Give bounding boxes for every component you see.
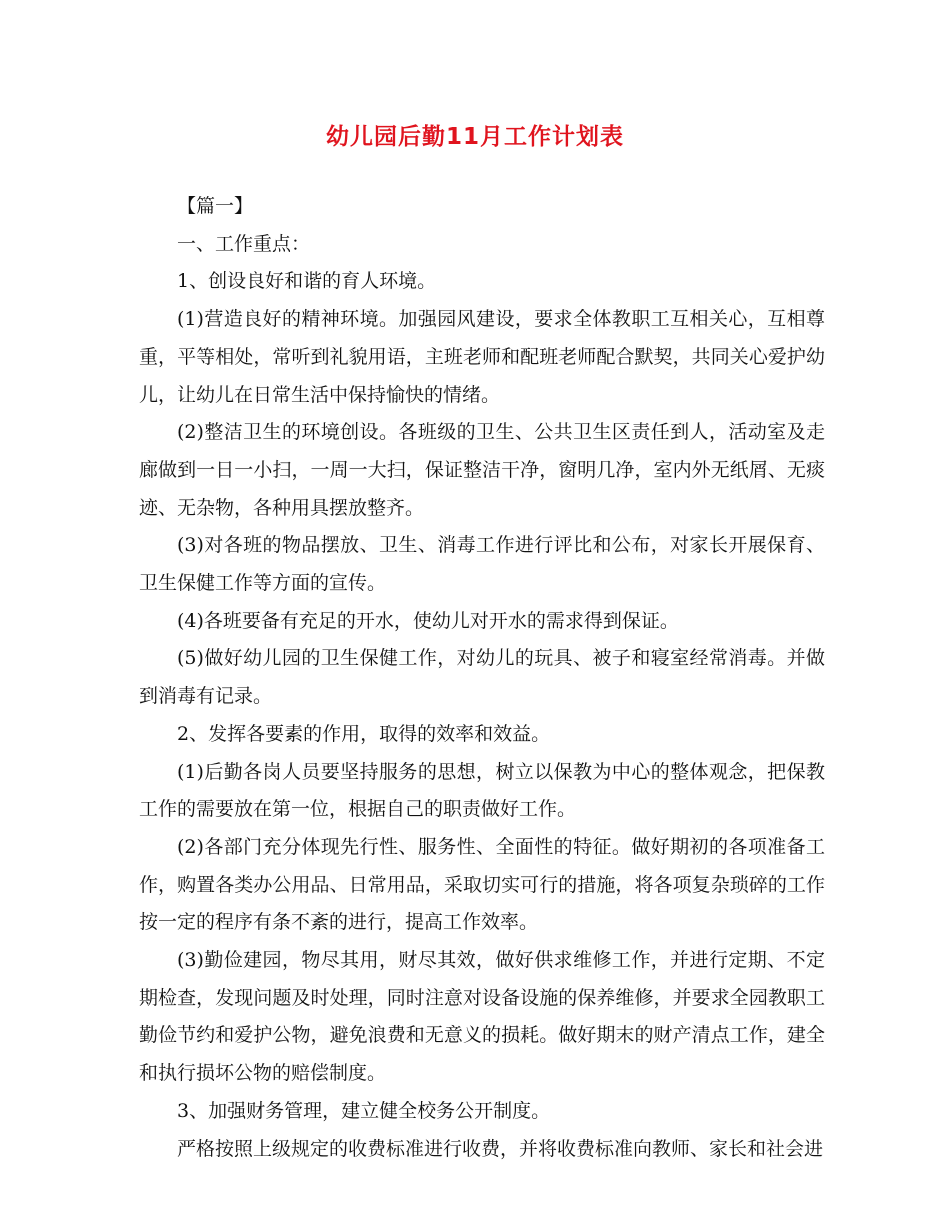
paragraph-item: 严格按照上级规定的收费标准进行收费，并将收费标准向教师、家长和社会进: [177, 1137, 824, 1160]
paragraph-item: (3)对各班的物品摆放、卫生、消毒工作进行评比和公布，对家长开展保育、卫生保健工作等方面的宣传。: [139, 534, 825, 595]
paragraph-item: (1)后勤各岗人员要坚持服务的思想，树立以保教为中心的整体观念，把保教工作的需要放在第一位，根据自己的职责做好工作。: [139, 760, 825, 821]
subheading-environment: 1、创设良好和谐的育人环境。: [177, 270, 437, 293]
document-title: 幼儿园后勤11月工作计划表: [325, 124, 624, 150]
paragraph-item: (3)勤俭建园，物尽其用，财尽其效，做好供求维修工作，并进行定期、不定期检查，发现问题及时处理，同时注意对设备设施的保养维修，并要求全园教职工勤俭节约和爱护公物，避免浪费和无意义的损耗。做好期末的财产清点工作，建全和执行损坏公物的赔偿制度。: [139, 949, 825, 1085]
subheading-finance: 3、加强财务管理，建立健全校务公开制度。: [177, 1099, 551, 1122]
document-body: [139, 188, 825, 1168]
paragraph-item: (1)营造良好的精神环境。加强园风建设，要求全体教职工互相关心，互相尊重，平等相处，常听到礼貌用语，主班老师和配班老师配合默契，共同关心爱护幼儿，让幼儿在日常生活中保持愉快的情绪。: [139, 308, 825, 406]
section-heading-part-one: 【篇一】: [177, 195, 254, 217]
paragraph-item: (2)各部门充分体现先行性、服务性、全面性的特征。做好期初的各项准备工作，购置各类办公用品、日常用品，采取切实可行的措施，将各项复杂琐碎的工作按一定的程序有条不紊的进行，提高工作效率。: [139, 835, 825, 934]
paragraph-item: (2)整洁卫生的环境创设。各班级的卫生、公共卫生区责任到人，活动室及走廊做到一日一小扫，一周一大扫，保证整洁干净，窗明几净，室内外无纸屑、无痰迹、无杂物，各种用具摆放整齐。: [139, 421, 825, 519]
paragraph-item: (5)做好幼儿园的卫生保健工作，对幼儿的玩具、被子和寝室经常消毒。并做到消毒有记录。: [139, 647, 825, 708]
paragraph-item: (4)各班要备有充足的开水，使幼儿对开水的需求得到保证。: [177, 609, 679, 632]
heading-work-focus: 一、工作重点：: [177, 232, 311, 255]
subheading-efficiency: 2、发挥各要素的作用，取得的效率和效益。: [177, 722, 551, 745]
